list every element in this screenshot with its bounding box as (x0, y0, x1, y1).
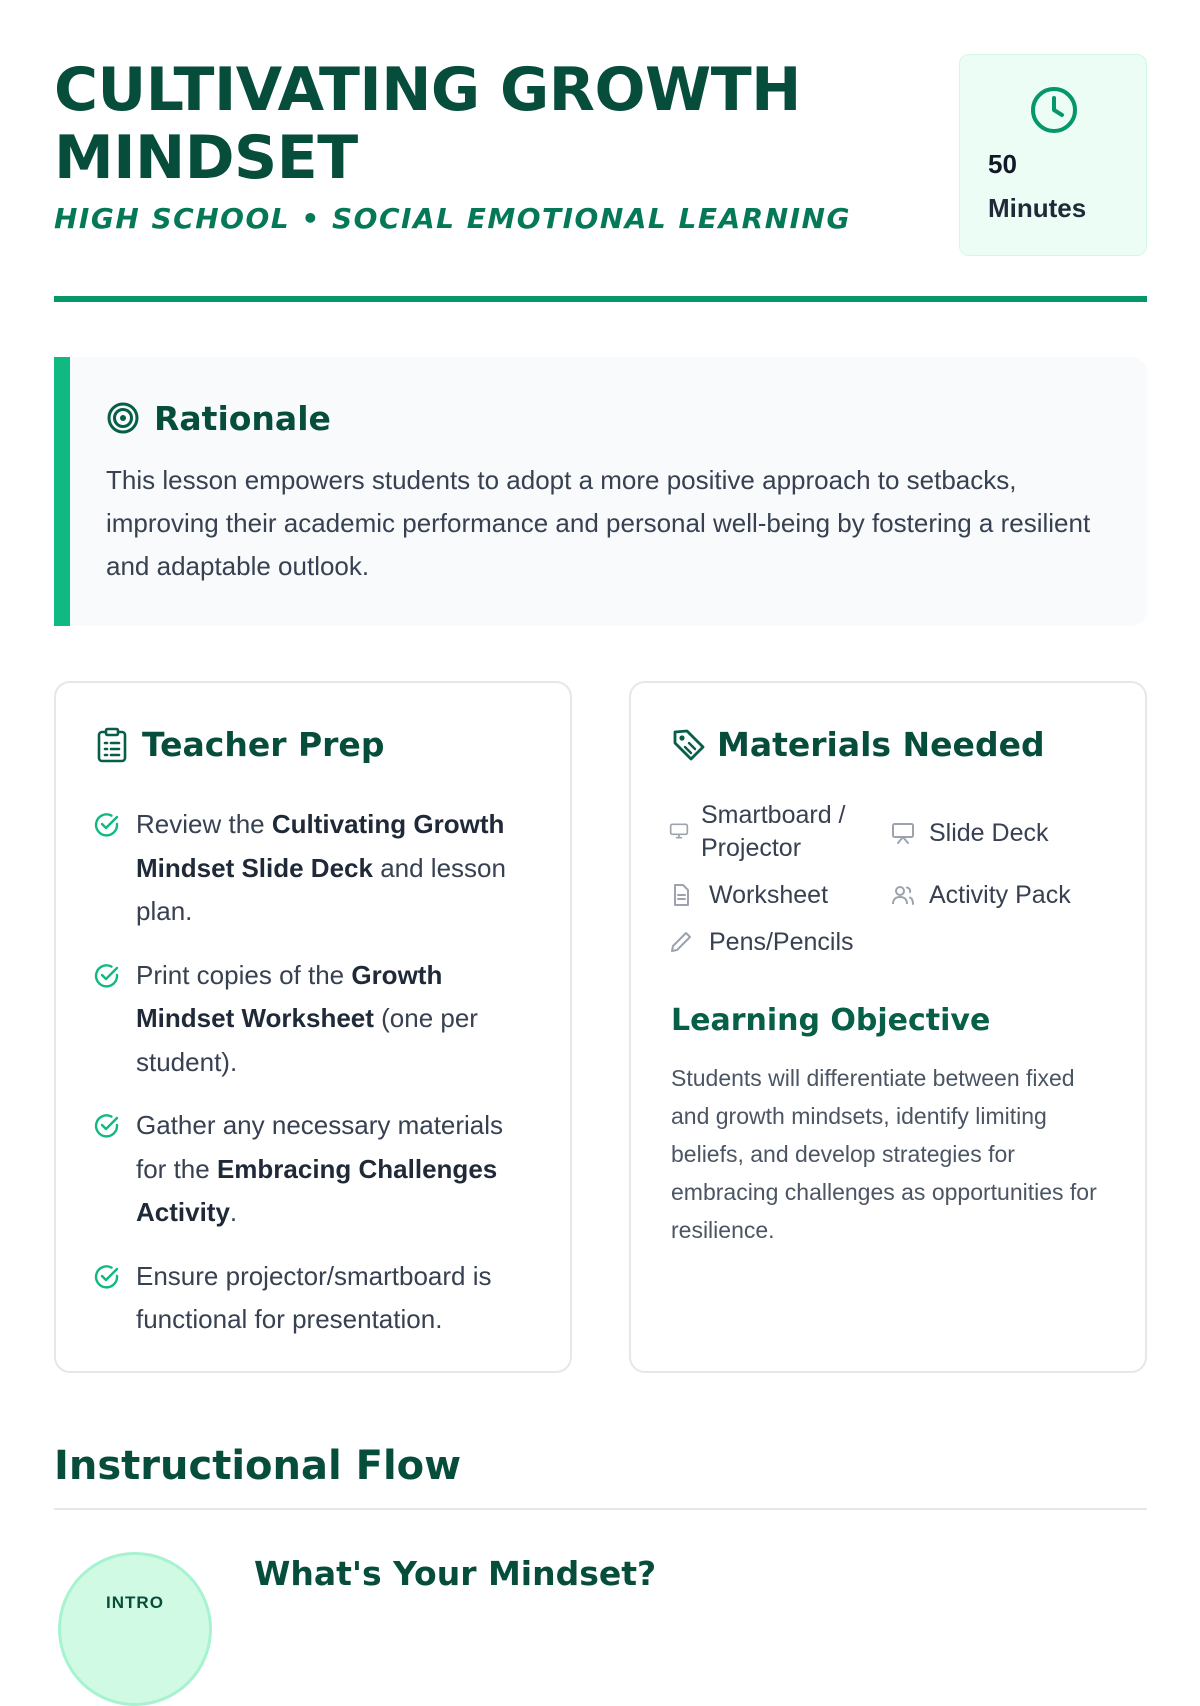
lesson-title: CULTIVATING GROWTH MINDSET (54, 55, 801, 193)
duration-box (959, 54, 1147, 256)
prep-item-emphasis: Growth Mindset Worksheet (136, 959, 443, 1033)
lesson-plan-page (54, 0, 1147, 1612)
prep-item-emphasis: Cultivating Growth Mindset Slide Deck (136, 809, 505, 883)
flow-title: Instructional Flow (54, 1443, 462, 1489)
material-label: Smartboard / Projector (701, 801, 846, 862)
material-label: Activity Pack (929, 881, 1071, 909)
duration-unit: Minutes (988, 193, 1087, 223)
materials-card (629, 681, 1147, 1373)
teacher-prep-list (94, 803, 539, 1362)
step-title: What's Your Mindset? (254, 1554, 657, 1593)
prep-item-text: (one per student). (136, 1003, 478, 1077)
material-label: Worksheet (709, 881, 829, 909)
clock-icon (1029, 85, 1079, 135)
prep-item-text: Review the (136, 809, 272, 839)
objective-body: Students will differentiate between fixed and growth mindsets, identify limiting beliefs, and develop strategies for embracing challenges as opportunities for resilience. (671, 1065, 1097, 1243)
teacher-prep-card (54, 681, 572, 1373)
tag-icon (671, 727, 707, 763)
phase-label: INTRO (106, 1593, 164, 1612)
rationale-body: This lesson empowers students to adopt a more positive approach to setbacks, improving their academic performance and personal well-being by fostering a resilient and adaptable outlook. (106, 465, 1091, 581)
check-circle-icon (94, 812, 120, 838)
duration-value: 50 (988, 149, 1017, 179)
phase-badge (58, 1552, 212, 1706)
rationale-title: Rationale (154, 399, 331, 438)
teacher-prep-title: Teacher Prep (142, 725, 385, 764)
prep-item-text: Gather any necessary materials for the (136, 1110, 504, 1184)
pencil-icon (669, 930, 693, 954)
check-circle-icon (94, 1264, 120, 1290)
materials-grid (669, 799, 1109, 969)
lesson-header (54, 52, 1147, 302)
material-label: Pens/Pencils (709, 928, 854, 956)
rationale-accent-bar (54, 357, 70, 626)
rationale-section (54, 357, 1147, 626)
check-circle-icon (94, 1113, 120, 1139)
prep-item-text: Ensure projector/smartboard is functional for presentation. (136, 1260, 492, 1334)
header-divider (54, 296, 1147, 302)
prep-item-text: and lesson plan. (136, 852, 506, 926)
target-icon (106, 401, 140, 435)
prep-item (94, 1255, 539, 1342)
prep-item (94, 803, 539, 934)
lesson-subtitle: HIGH SCHOOL • SOCIAL EMOTIONAL LEARNING (54, 202, 851, 235)
material-label: Slide Deck (929, 819, 1049, 847)
prep-item (94, 954, 539, 1085)
prep-item (94, 1104, 539, 1235)
document-icon (669, 883, 693, 907)
objective-title: Learning Objective (671, 1003, 991, 1038)
users-icon (891, 883, 915, 907)
material-item (669, 799, 869, 869)
clipboard-icon (96, 727, 128, 763)
prep-item-text: . (229, 1197, 238, 1227)
materials-title: Materials Needed (717, 725, 1045, 764)
flow-divider (54, 1508, 1147, 1510)
prep-item-emphasis: Embracing Challenges Activity (136, 1153, 498, 1227)
monitor-icon (669, 821, 689, 841)
check-circle-icon (94, 963, 120, 989)
presentation-icon (891, 821, 915, 845)
prep-item-text: Print copies of the (136, 959, 352, 990)
